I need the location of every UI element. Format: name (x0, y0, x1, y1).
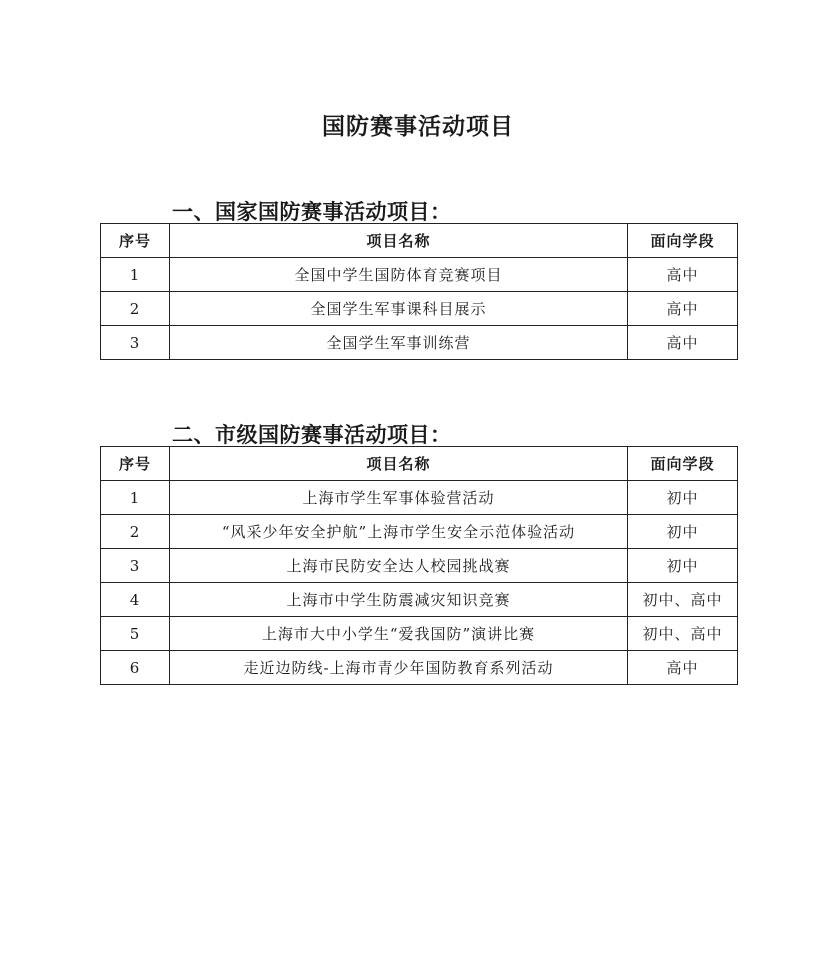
row-event-name: 全国中学生国防体育竞赛项目 (170, 258, 628, 292)
row-number: 5 (101, 617, 170, 651)
national-events-table (100, 223, 738, 360)
row-school-level: 初中 (628, 515, 738, 549)
table-row (101, 515, 738, 549)
row-event-name: “风采少年安全护航”上海市学生安全示范体验活动 (170, 515, 628, 549)
row-number: 4 (101, 583, 170, 617)
row-number: 3 (101, 326, 170, 360)
table-row (101, 617, 738, 651)
row-school-level: 高中 (628, 292, 738, 326)
section-heading-national: 一、国家国防赛事活动项目： (172, 200, 452, 224)
column-header-level: 面向学段 (628, 447, 738, 481)
table-header-row (101, 447, 738, 481)
row-school-level: 初中 (628, 481, 738, 515)
column-header-name: 项目名称 (170, 447, 628, 481)
table-row (101, 481, 738, 515)
column-header-name: 项目名称 (170, 224, 628, 258)
row-event-name: 走近边防线-上海市青少年国防教育系列活动 (170, 651, 628, 685)
row-event-name: 全国学生军事课科目展示 (170, 292, 628, 326)
table-row (101, 583, 738, 617)
row-event-name: 上海市大中小学生“爱我国防”演讲比赛 (170, 617, 628, 651)
row-school-level: 高中 (628, 651, 738, 685)
row-number: 6 (101, 651, 170, 685)
row-event-name: 上海市学生军事体验营活动 (170, 481, 628, 515)
row-number: 1 (101, 258, 170, 292)
row-event-name: 上海市民防安全达人校园挑战赛 (170, 549, 628, 583)
row-school-level: 初中、高中 (628, 583, 738, 617)
row-number: 2 (101, 515, 170, 549)
table-header-row (101, 224, 738, 258)
section-heading-municipal: 二、市级国防赛事活动项目： (172, 423, 452, 447)
row-event-name: 上海市中学生防震减灾知识竞赛 (170, 583, 628, 617)
row-school-level: 高中 (628, 258, 738, 292)
row-event-name: 全国学生军事训练营 (170, 326, 628, 360)
row-number: 3 (101, 549, 170, 583)
row-number: 2 (101, 292, 170, 326)
page-title: 国防赛事活动项目 (322, 114, 514, 140)
row-school-level: 初中 (628, 549, 738, 583)
column-header-number: 序号 (101, 224, 170, 258)
table-row (101, 326, 738, 360)
row-number: 1 (101, 481, 170, 515)
row-school-level: 高中 (628, 326, 738, 360)
municipal-events-table (100, 446, 738, 685)
row-school-level: 初中、高中 (628, 617, 738, 651)
table-row (101, 292, 738, 326)
table-row (101, 549, 738, 583)
table-row (101, 651, 738, 685)
column-header-level: 面向学段 (628, 224, 738, 258)
table-row (101, 258, 738, 292)
column-header-number: 序号 (101, 447, 170, 481)
